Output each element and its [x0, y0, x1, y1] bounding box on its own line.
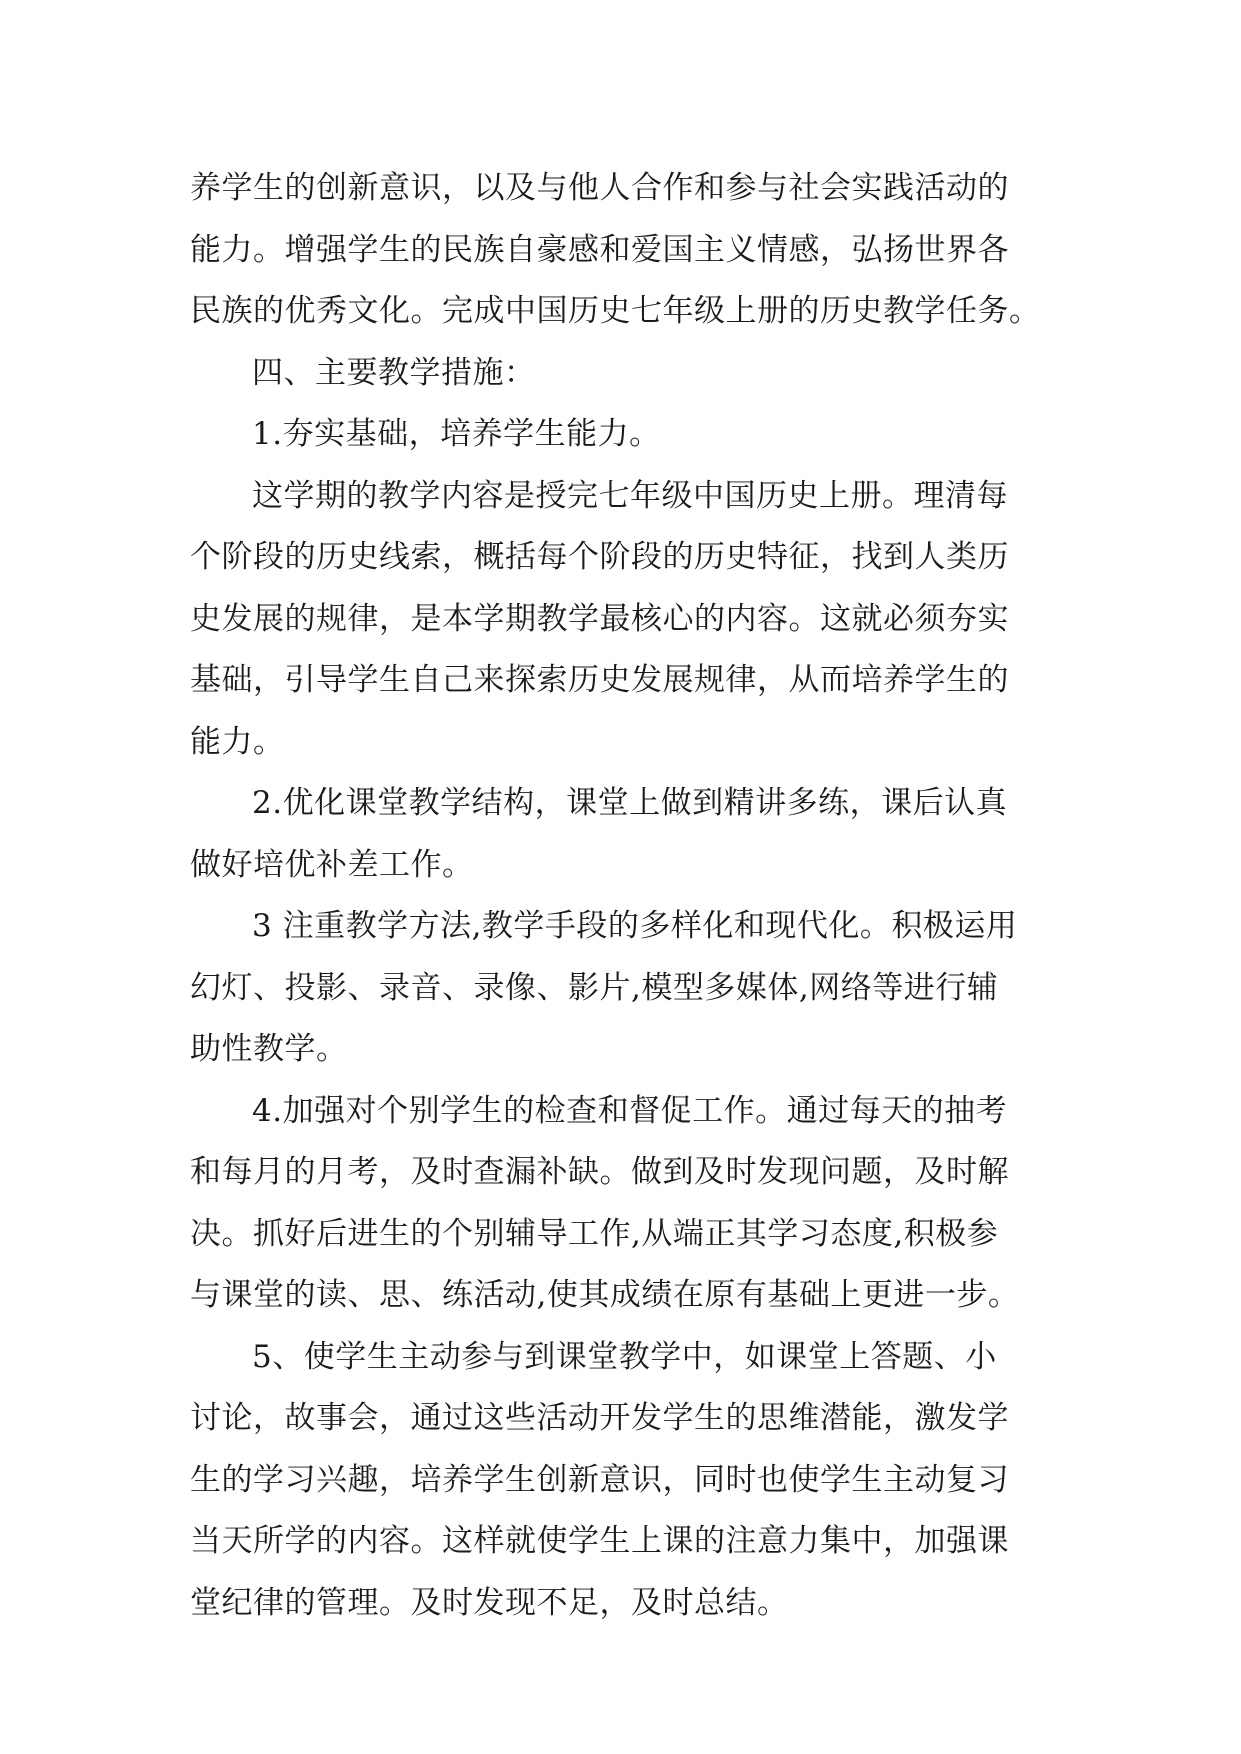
text-line: 助性教学。 [190, 1031, 348, 1067]
text-line: 养学生的创新意识，以及与他人合作和参与社会实践活动的 [190, 170, 1009, 206]
text-line: 做好培优补差工作。 [190, 846, 474, 883]
text-line: 史发展的规律，是本学期教学最核心的内容。这就必须夯实 [190, 600, 1009, 637]
text-line: 生的学习兴趣，培养学生创新意识，同时也使学生主动复习 [190, 1461, 1009, 1498]
paragraph [190, 158, 1070, 343]
text-line: 当天所学的内容。这样就使学生上课的注意力集中，加强课 [190, 1523, 1009, 1559]
text-line: 堂纪律的管理。及时发现不足，及时总结。 [190, 1584, 789, 1621]
paragraph [190, 1081, 1070, 1327]
paragraph [190, 773, 1070, 896]
text-line: 四、主要教学措施： [252, 354, 536, 391]
text-line: 能力。 [190, 723, 285, 760]
text-line: 幻灯、投影、录音、录像、影片,模型多媒体,网络等进行辅 [190, 969, 999, 1006]
text-line: 1.夯实基础，培养学生能力。 [252, 416, 661, 452]
text-line: 个阶段的历史线索，概括每个阶段的历史特征，找到人类历 [190, 539, 1009, 575]
text-line: 这学期的教学内容是授完七年级中国历史上册。理清每 [252, 477, 1008, 514]
paragraph [190, 466, 1070, 774]
paragraph [190, 896, 1070, 1081]
text-line: 和每月的月考，及时查漏补缺。做到及时发现问题，及时解 [190, 1154, 1009, 1190]
document-body [190, 158, 1070, 1634]
text-line: 能力。增强学生的民族自豪感和爱国主义情感，弘扬世界各 [190, 231, 1009, 268]
paragraph [190, 404, 1070, 466]
text-line: 4.加强对个别学生的检查和督促工作。通过每天的抽考 [252, 1092, 1008, 1129]
text-line: 3 注重教学方法,教学手段的多样化和现代化。积极运用 [252, 908, 1018, 944]
text-line: 2.优化课堂教学结构，课堂上做到精讲多练，课后认真 [252, 785, 1008, 821]
text-line: 基础，引导学生自己来探索历史发展规律，从而培养学生的 [190, 662, 1009, 698]
paragraph [190, 1327, 1070, 1635]
text-line: 民族的优秀文化。完成中国历史七年级上册的历史教学任务。 [190, 293, 1041, 329]
text-line: 5、使学生主动参与到课堂教学中，如课堂上答题、小 [252, 1338, 997, 1375]
text-line: 讨论，故事会，通过这些活动开发学生的思维潜能，激发学 [190, 1400, 1009, 1436]
text-line: 决。抓好后进生的个别辅导工作,从端正其学习态度,积极参 [190, 1215, 999, 1252]
text-line: 与课堂的读、思、练活动,使其成绩在原有基础上更进一步。 [190, 1277, 1020, 1313]
paragraph [190, 343, 1070, 405]
